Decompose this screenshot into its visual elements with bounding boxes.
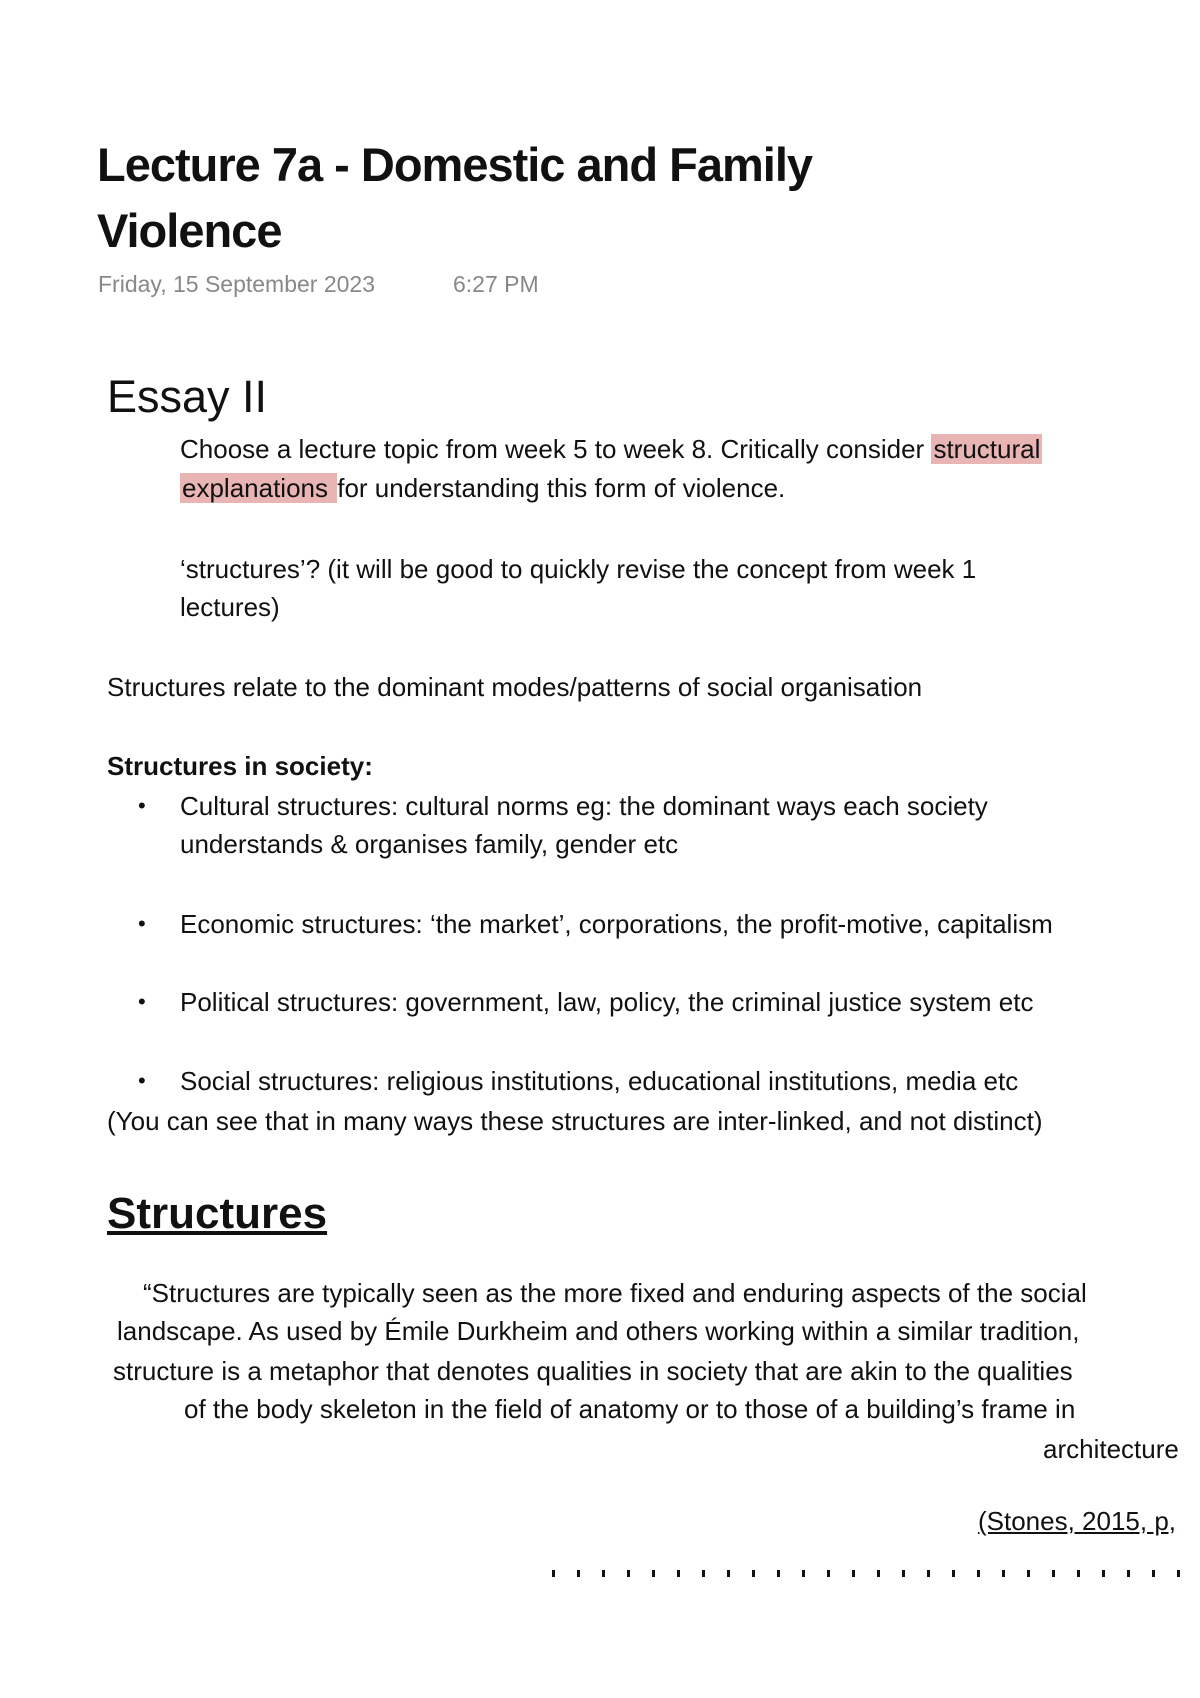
highlight-explanations: explanations	[182, 473, 336, 503]
note-time: 6:27 PM	[453, 271, 539, 297]
quote-line-2: landscape. As used by Émile Durkheim and others working within a similar tradition,	[117, 1316, 1080, 1346]
structures-note: (You can see that in many ways these structures are inter-linked, and not distinct)	[107, 1106, 1043, 1136]
bullet-political: Political structures: government, law, policy, the criminal justice system etc	[180, 987, 1034, 1017]
bullet-economic: Economic structures: ‘the market’, corporations, the profit-motive, capitalism	[180, 909, 1053, 939]
structures-question-line-1: ‘structures’? (it will be good to quickly revise the concept from week 1	[180, 554, 977, 584]
essay-prompt-text-2: for understanding this form of violence.	[337, 473, 786, 503]
structures-question-line-2: lectures)	[180, 592, 280, 622]
quote-citation: (Stones, 2015, p,	[978, 1506, 1177, 1536]
structures-definition: Structures relate to the dominant modes/patterns of social organisation	[107, 672, 923, 702]
bullet-cultural-line-2: understands & organises family, gender etc	[180, 829, 679, 859]
essay-prompt-line-2	[180, 469, 785, 507]
quote-line-4: of the body skeleton in the field of anatomy or to those of a building’s frame in	[184, 1394, 1076, 1424]
title-line-1: Lecture 7a - Domestic and Family	[97, 138, 813, 191]
title-line-2: Violence	[97, 204, 282, 257]
page-title	[97, 132, 857, 264]
bullet-icon: •	[138, 911, 146, 936]
quote-line-5: architecture	[1043, 1434, 1179, 1464]
essay-prompt-line-1	[180, 430, 1042, 468]
bullet-icon: •	[138, 989, 146, 1014]
structures-heading: Structures	[107, 1189, 328, 1238]
bullet-icon: •	[138, 793, 146, 818]
structures-in-society-heading: Structures in society:	[107, 751, 373, 781]
quote-line-3: structure is a metaphor that denotes qualities in society that are akin to the qualities	[113, 1356, 1073, 1386]
highlight-structural: structural	[933, 434, 1041, 464]
essay-prompt-text: Choose a lecture topic from week 5 to week 8. Critically consider	[180, 434, 932, 464]
bullet-social: Social structures: religious institutions, educational institutions, media etc	[180, 1066, 1019, 1096]
bullet-icon: •	[138, 1068, 146, 1093]
bullet-cultural-line-1: Cultural structures: cultural norms eg: the dominant ways each society	[180, 791, 988, 821]
note-date: Friday, 15 September 2023	[98, 271, 376, 297]
essay-heading: Essay II	[107, 371, 268, 422]
cropped-text-line	[552, 1567, 1200, 1577]
quote-line-1: “Structures are typically seen as the more fixed and enduring aspects of the social	[143, 1278, 1087, 1308]
